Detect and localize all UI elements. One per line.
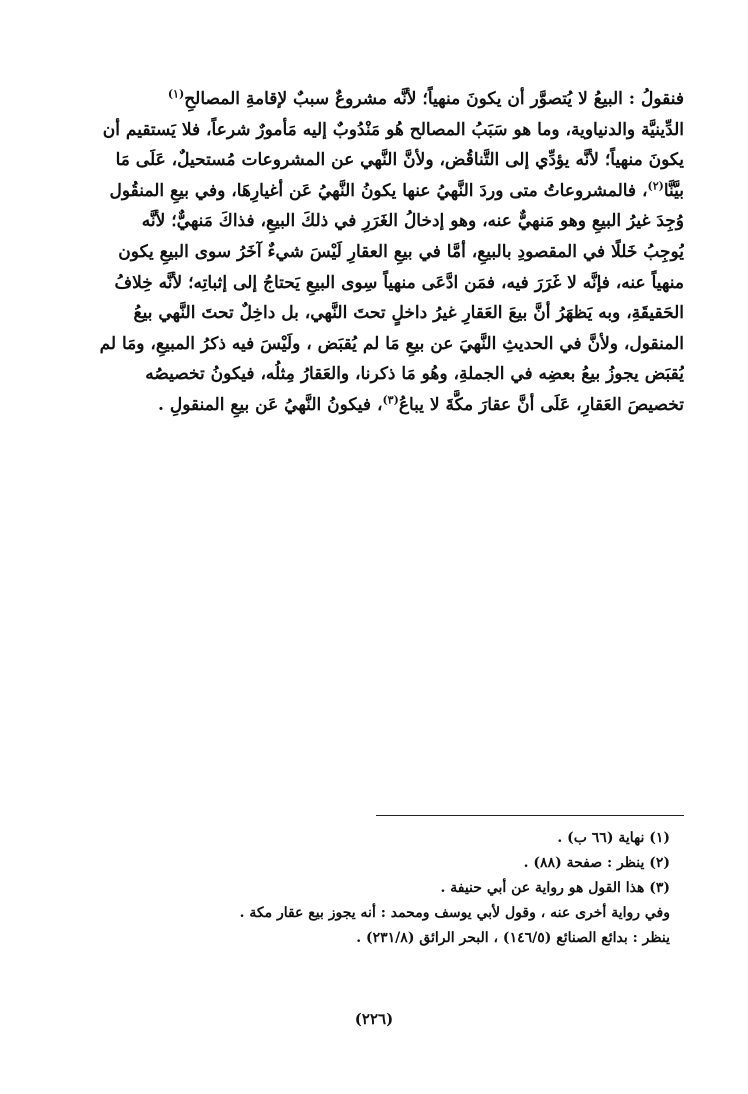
- text-line: الدِّينيَّة والدنياوية، وما هو سَبَبُ المصالح هُو مَنْدُوبٌ إليه مَأمورٌ شرعاً، فلا يَستقيم أن: [102, 119, 684, 140]
- footnote-1: (١) نهاية (٦٦ ب) .: [557, 830, 670, 846]
- main-text-block: [64, 84, 684, 421]
- text-line: فنقولُ : البيعُ لا يُتصوَّر أن يكونَ منهياً؛ لأنَّه مشروعٌ سببٌ لإقامةِ المصالحِ$^{(١)}$: [167, 87, 684, 109]
- text-line: تخصيصَ العَقارِ، عَلَى أنَّ عقارَ مكَّةَ لا يباعُ$^{(٣)}$، فيكونُ النَّهيُ عَن بيعِ المنقولِ .: [158, 393, 684, 415]
- footnotes-list: [200, 826, 670, 951]
- footnote-3-reference: ينظر : بدائع الصنائع (١٤٦/٥) ، البحر الرائق (٢٣١/٨) .: [356, 930, 670, 946]
- text-line: وُجِدَ غيرُ البيعِ وهو مَنهيٌّ عنه، وهو إدخالُ الغَرَرِ في ذلكَ البيعِ، فذاكَ مَنهيٌّ؛ لأنَّه: [141, 211, 684, 232]
- footnote-2: (٢) ينظر : صفحة (٨٨) .: [523, 855, 670, 871]
- text-line: الحَقيقَةِ، وبه يَظهَرُ أنَّ بيعَ العَقارِ غيرُ داخلٍ تحتَ النَّهي، بل داخِلٌ تحتَ النَّهي بيعُ: [133, 303, 684, 324]
- footnote-separator: [376, 815, 684, 816]
- page-number: (٢٢٦): [354, 1010, 394, 1028]
- footnote-3: (٣) هذا القول هو رواية عن أبي حنيفة .: [440, 880, 670, 896]
- text-line: منهياً عنه، فإنَّه لا غَرَرَ فيه، فمَن ادَّعَى منهياً سِوى البيعِ يَحتاجُ إلى إثباتِه؛ لأنَّه خِلافُ: [114, 272, 684, 293]
- footnote-3-continuation: وفي رواية أخرى عنه ، وقول لأبي يوسف ومحمد : أنه يجوز بيع عقار مكة .: [239, 905, 670, 921]
- text-line: يكونَ منهياً؛ لأنَّه يؤدِّي إلى التَّناقُض، ولأنَّ النَّهي عن المشروعات مُستحيلٌ، عَلَى مَا: [115, 150, 684, 171]
- footnote-marker: (١): [167, 87, 185, 101]
- footnote-marker: (٣): [382, 393, 399, 407]
- text-line: يُوجِبُ خَللًا في المقصودِ بالبيعِ، أمَّا في بيعِ العقارِ لَيْسَ شيءٌ آخَرُ سوى البيعِ يكون: [118, 241, 684, 262]
- text-line: يُقبَض يجوزُ بيعُ بعضِه في الجملةِ، وهُو مَا ذكرنا، والعَقارُ مِثلُه، فيكونُ تخصيصُه: [145, 364, 684, 385]
- footnote-marker: (٢): [647, 179, 664, 193]
- text-line: بيَّنَّا$^{(٢)}$، فالمشروعاتُ متى وردَ النَّهيُ عنها يكونُ النَّهيُ عَن أغيارِهَا، وفي بيعِ المنقُول: [109, 179, 684, 201]
- text-line: المنقول، ولأنَّ في الحديثِ النَّهيَ عن بيعِ مَا لم يُقبَض ، ولَيْسَ فيه ذكرُ المبيعِ، ومَا لم: [99, 333, 684, 354]
